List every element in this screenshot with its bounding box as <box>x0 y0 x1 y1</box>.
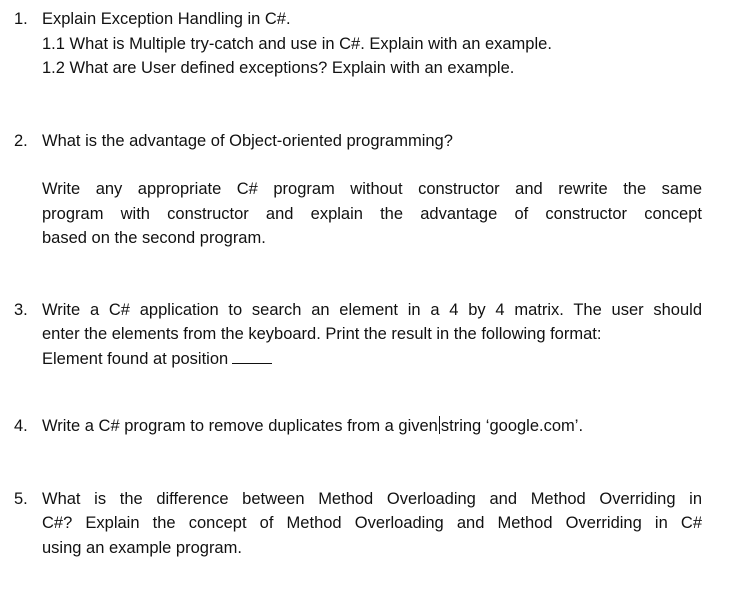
question-text-part: Write a C# program to remove duplicates from a given <box>42 417 438 435</box>
question-number: 1. <box>14 10 28 28</box>
question-text-part: string ‘google.com’. <box>440 417 584 435</box>
question-body-line: enter the elements from the keyboard. Print the result in the following format: <box>42 325 602 343</box>
question-body-line: using an example program. <box>42 539 242 557</box>
question-number: 4. <box>14 417 28 435</box>
answer-blank <box>232 349 272 364</box>
question-text <box>42 416 583 436</box>
text-cursor <box>439 416 440 434</box>
question-body-line: What is the difference between Method Overloading and Method Overriding in <box>42 490 702 508</box>
question-body-line: Write any appropriate C# program without constructor and rewrite the same <box>42 180 702 198</box>
question-body-line: Element found at position <box>42 350 229 368</box>
question-body-line: Write a C# application to search an element in a 4 by 4 matrix. The user should <box>42 301 702 319</box>
question-body-line: based on the second program. <box>42 229 266 247</box>
question-number: 5. <box>14 490 28 508</box>
answer-line <box>42 349 272 369</box>
question-body-line: program with constructor and explain the advantage of constructor concept <box>42 205 702 223</box>
question-title: Explain Exception Handling in C#. <box>42 10 291 28</box>
sub-question: 1.1 What is Multiple try-catch and use in C#. Explain with an example. <box>42 35 552 53</box>
question-body-line: C#? Explain the concept of Method Overloading and Method Overriding in C# <box>42 514 702 532</box>
question-number: 2. <box>14 132 28 150</box>
sub-question: 1.2 What are User defined exceptions? Explain with an example. <box>42 59 515 77</box>
question-number: 3. <box>14 301 28 319</box>
question-title: What is the advantage of Object-oriented programming? <box>42 132 453 150</box>
